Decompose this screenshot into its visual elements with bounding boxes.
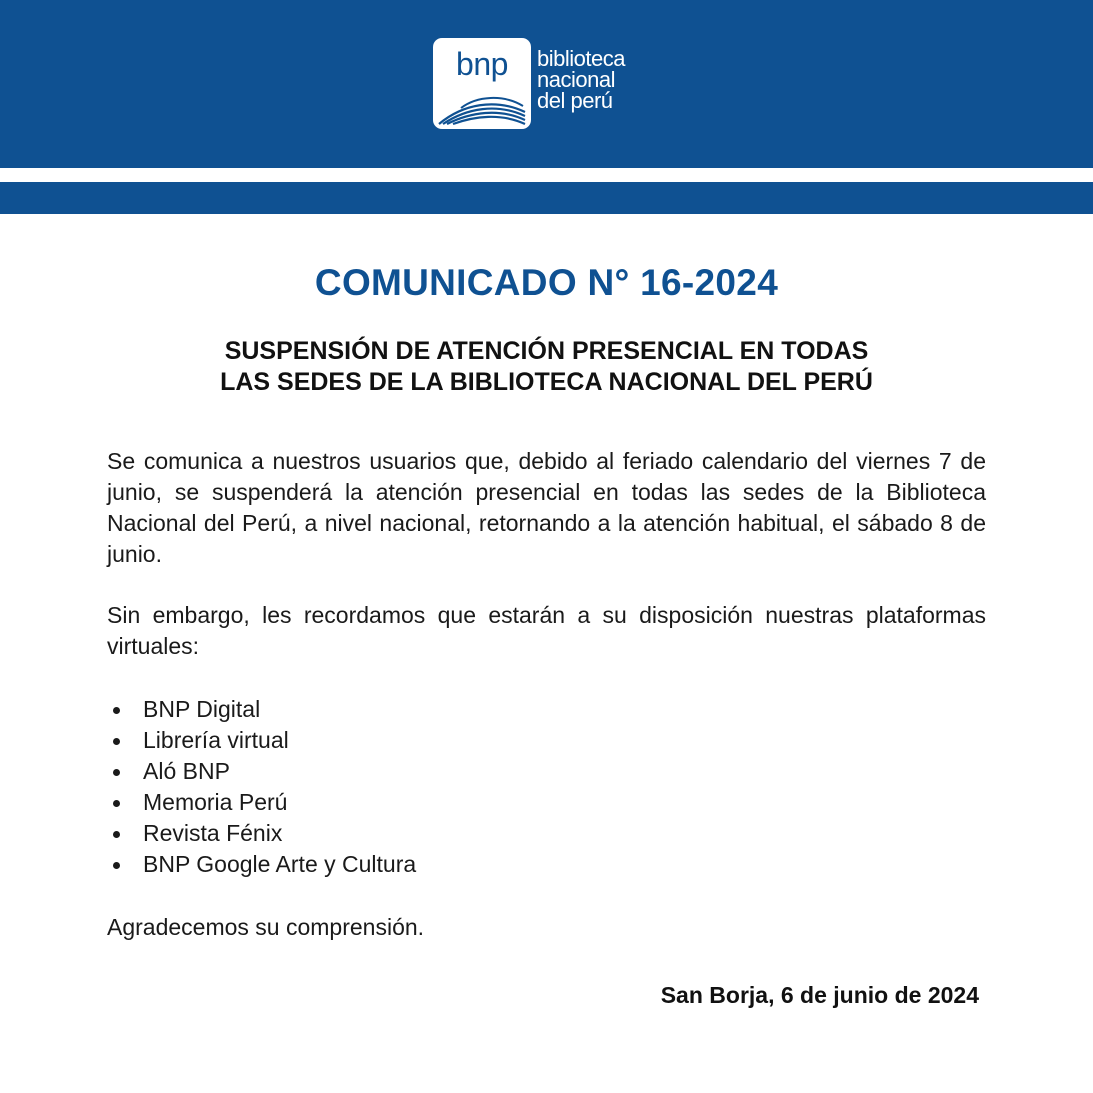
logo-line-2: nacional: [537, 67, 615, 92]
bullet-icon: [113, 831, 120, 838]
closing-text: Agradecemos su comprensión.: [107, 914, 425, 940]
bullet-icon: [113, 738, 120, 745]
list-item: [107, 756, 416, 787]
list-item: [107, 694, 416, 725]
list-item: [107, 787, 416, 818]
bullet-icon: [113, 800, 120, 807]
logo-abbreviation: bnp: [456, 46, 508, 82]
place-date: San Borja, 6 de junio de 2024: [660, 982, 979, 1008]
logo-line-1: biblioteca: [537, 46, 625, 71]
communique-title: COMUNICADO N° 16-2024: [314, 262, 779, 303]
platform-list: [107, 694, 416, 880]
bullet-icon: [113, 707, 120, 714]
body-paragraph-2: Sin embargo, les recordamos que estarán a su disposición nuestras plataformas virtuales:: [107, 602, 986, 659]
platform-label: BNP Digital: [143, 696, 261, 722]
header-stripe: [0, 182, 1093, 214]
list-item: [107, 818, 416, 849]
platform-label: Memoria Perú: [143, 789, 288, 815]
bnp-logo: [433, 38, 625, 130]
subtitle-line-2: LAS SEDES DE LA BIBLIOTECA NACIONAL DEL PERÚ: [220, 368, 873, 396]
list-item: [107, 725, 416, 756]
platform-label: Revista Fénix: [143, 820, 283, 846]
platform-label: BNP Google Arte y Cultura: [143, 851, 417, 877]
logo-badge: [433, 38, 531, 129]
book-waves-icon: [433, 90, 531, 126]
logo-line-3: del perú: [537, 88, 613, 113]
platform-label: Aló BNP: [143, 758, 230, 784]
communique-subtitle: [0, 336, 1093, 398]
bullet-icon: [113, 862, 120, 869]
list-item: [107, 849, 416, 880]
bullet-icon: [113, 769, 120, 776]
logo-wordmark: [537, 48, 625, 111]
subtitle-line-1: SUSPENSIÓN DE ATENCIÓN PRESENCIAL EN TODAS: [224, 337, 869, 365]
platform-label: Librería virtual: [143, 727, 289, 753]
body-paragraph-1: Se comunica a nuestros usuarios que, debido al feriado calendario del viernes 7 de junio, se suspenderá la atención presencial en todas las sedes de la Biblioteca Nacional del Perú, a nivel nacional, retornando a la atención habitual, el sábado 8 de junio.: [107, 448, 986, 567]
